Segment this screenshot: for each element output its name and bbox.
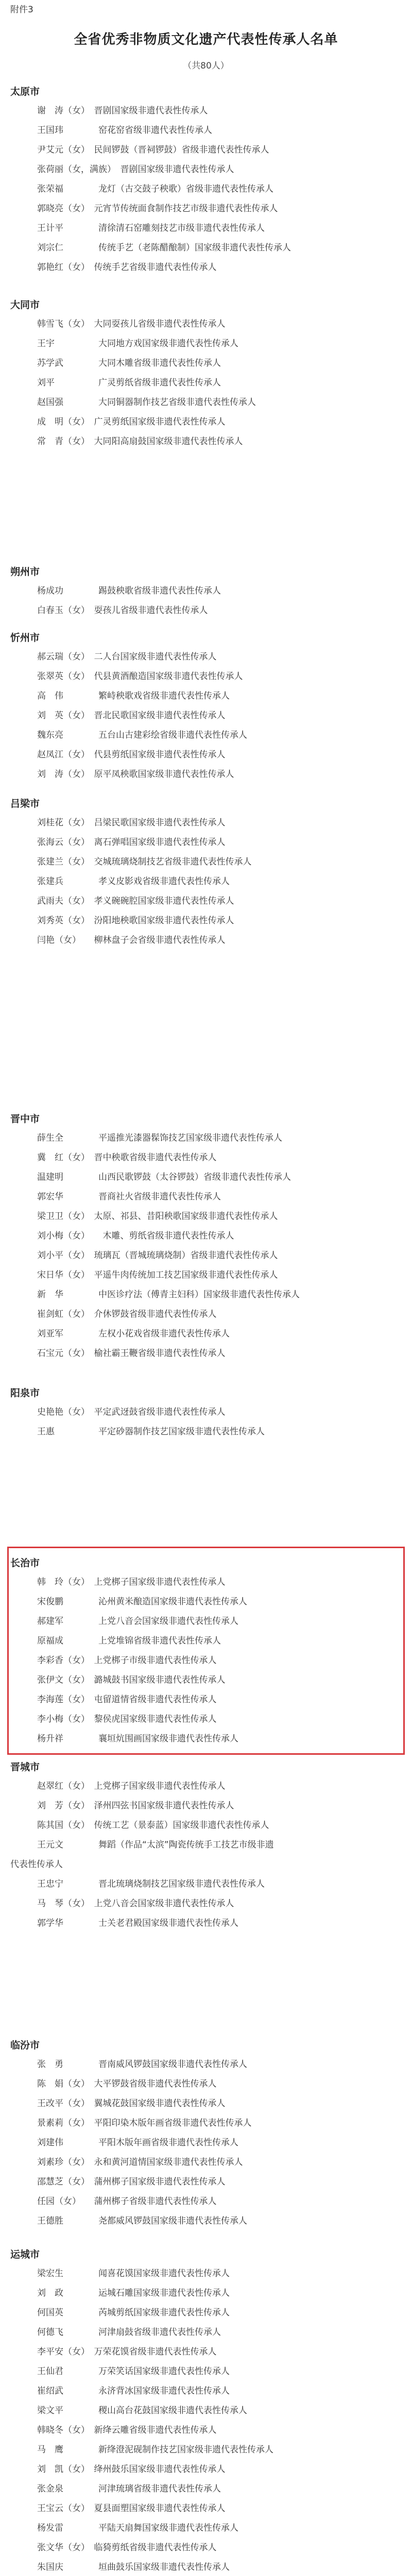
city-heading: 忻州市 [10,632,40,643]
inheritor-entry: 尹艾元（女） 民间锣鼓（晋祠锣鼓）省级非遗代表性传承人 [37,145,269,155]
inheritor-entry: 刘 凯（女） 绛州鼓乐国家级非遗代表性传承人 [37,2464,226,2475]
inheritor-entry: 张翠英（女） 代县黄酒酿造国家级非遗代表性传承人 [37,671,243,682]
inheritor-entry: 白春玉（女） 耍孩儿省级非遗代表性传承人 [37,605,208,616]
inheritor-entry: 代表性传承人 [10,1859,63,1870]
inheritor-entry: 李海莲（女） 屯留道情省级非遗代表性传承人 [37,1694,217,1705]
inheritor-entry: 韩雪飞（女） 大同耍孩儿省级非遗代表性传承人 [37,319,226,329]
city-heading: 朔州市 [10,566,40,578]
inheritor-entry: 郭艳红（女） 传统手艺省级非遗代表性传承人 [37,262,217,273]
inheritor-entry: 薛生全 平遥推光漆器髹饰技艺国家级非遗代表性传承人 [37,1133,282,1143]
inheritor-entry: 朱国庆 垣曲鼓乐国家级非遗代表性传承人 [37,2562,230,2572]
inheritor-entry: 魏东亮 五台山古建彩绘省级非遗代表性传承人 [37,730,247,740]
inheritor-entry: 郭学华 士关老君殿国家级非遗代表性传承人 [37,1918,238,1928]
inheritor-entry: 赵国强 大同铜器制作技艺省级非遗代表性传承人 [37,397,256,408]
inheritor-entry: 刘小平（女） 琉璃瓦（晋城琉璃烧制）省级非遗代表性传承人 [37,1250,278,1261]
inheritor-entry: 张荣福 龙灯（古交鼓子秧歌）省级非遗代表性传承人 [37,184,273,194]
inheritor-entry: 刘桂花（女） 吕梁民歌国家级非遗代表性传承人 [37,818,226,828]
city-section [10,629,402,784]
city-section [10,2245,402,2576]
inheritor-entry: 马 鹰 新绛澄泥砚制作技艺国家级非遗代表性传承人 [37,2445,273,2455]
inheritor-entry: 王国玮 窑花窑省级非遗代表性传承人 [37,125,212,135]
inheritor-entry: 苏学武 大同木雕省级非遗代表性传承人 [37,358,221,368]
inheritor-entry: 宋日华（女） 平遥牛肉传统加工技艺国家级非遗代表性传承人 [37,1270,278,1280]
attachment-label: 附件3 [10,5,33,15]
inheritor-entry: 闫艳（女） 柳林盘子会省级非遗代表性传承人 [37,935,226,945]
inheritor-entry: 张文华（女） 临猗剪纸省级非遗代表性传承人 [37,2543,217,2553]
inheritor-entry: 郭宏华 晋商社火省级非遗代表性传承人 [37,1192,221,1202]
inheritor-entry: 温建明 山西民歌锣鼓（太谷锣鼓）省级非遗代表性传承人 [37,1172,291,1182]
city-heading: 运城市 [10,2249,40,2260]
inheritor-entry: 刘 芳（女） 泽州四弦书国家级非遗代表性传承人 [37,1801,234,1811]
city-heading: 太原市 [10,86,40,97]
inheritor-entry: 郝云瑞（女） 二人台国家级非遗代表性传承人 [37,652,217,662]
inheritor-entry: 任园（女） 蒲州梆子省级非遗代表性传承人 [37,2196,217,2207]
city-section [10,1384,402,1442]
inheritor-entry: 李彩香（女） 上党梆子市级非遗代表性传承人 [37,1655,217,1666]
inheritor-entry: 冀 红（女） 晋中秧歌省级非遗代表性传承人 [37,1153,217,1163]
inheritor-entry: 宋俊鹏 沁州黄米酿造国家级非遗代表性传承人 [37,1597,247,1607]
inheritor-entry: 新 华 中医诊疗法（傅青主妇科）国家级非遗代表性传承人 [37,1290,300,1300]
inheritor-entry: 韩晓冬（女） 新绛云雕省级非遗代表性传承人 [37,2425,217,2435]
inheritor-entry: 邵慧芝（女） 蒲州梆子国家级非遗代表性传承人 [37,2177,226,2187]
inheritor-entry: 郝建军 上党八音会国家级非遗代表性传承人 [37,1616,238,1626]
inheritor-entry: 王计平 清徐清石窑雕刻技艺市级非遗代表性传承人 [37,223,265,233]
inheritor-entry: 梁卫卫（女） 太原、祁县、昔阳秧歌国家级非遗代表性传承人 [37,1211,278,1222]
city-section [10,2036,402,2231]
city-heading: 大同市 [10,299,40,311]
inheritor-entry: 王惠 平定砂器制作技艺国家级非遗代表性传承人 [37,1427,265,1437]
city-heading: 吕梁市 [10,798,40,809]
inheritor-entry: 何国英 芮城剪纸国家级非遗代表性传承人 [37,2308,230,2318]
inheritor-entry: 王德胜 尧都威风锣鼓国家级非遗代表性传承人 [37,2216,247,2226]
inheritor-entry: 刘平 广灵剪纸省级非遗代表性传承人 [37,378,221,388]
city-heading: 长治市 [10,1557,40,1569]
city-section [10,1758,402,1933]
inheritor-entry: 张荷丽（女，满族） 晋剧国家级非遗代表性传承人 [37,164,234,175]
inheritor-entry: 景素莉（女） 平阳印染木版年画省级非遗代表性传承人 [37,2118,252,2128]
inheritor-entry: 赵凤江（女） 代县剪纸国家级非遗代表性传承人 [37,750,226,760]
city-section [10,1554,402,1749]
inheritor-entry: 王宝云（女） 夏县面塑国家级非遗代表性传承人 [37,2503,226,2514]
inheritor-entry: 刘 英（女） 晋北民歌国家级非遗代表性传承人 [37,710,226,721]
inheritor-entry: 张金泉 河津琉璃省级非遗代表性传承人 [37,2484,221,2494]
inheritor-entry: 刘 政 运城石雕国家级非遗代表性传承人 [37,2288,230,2298]
inheritor-entry: 李平安（女） 万荣花馍省级非遗代表性传承人 [37,2347,217,2357]
inheritor-entry: 马 琴（女） 上党八音会国家级非遗代表性传承人 [37,1899,234,1909]
inheritor-entry: 赵翠红（女） 上党梆子国家级非遗代表性传承人 [37,1781,226,1791]
inheritor-entry: 刘宗仁 传统手艺（老陈醋酿制）国家级非遗代表性传承人 [37,243,291,253]
inheritor-entry: 张建兰（女） 交城琉璃烧制技艺省级非遗代表性传承人 [37,857,252,867]
inheritor-entry: 崔剑虹（女） 介休锣鼓省级非遗代表性传承人 [37,1309,217,1319]
inheritor-entry: 张 勇 晋南威风锣鼓国家级非遗代表性传承人 [37,2059,247,2070]
city-section [10,82,402,277]
inheritor-entry: 李小梅（女） 黎侯虎国家级非遗代表性传承人 [37,1714,217,1724]
inheritor-entry: 张海云（女） 离石弹唱国家级非遗代表性传承人 [37,837,226,848]
inheritor-entry: 杨成功 踢鼓秧歌省级非遗代表性传承人 [37,586,221,596]
inheritor-entry: 陈其国（女） 传统工艺（景泰蓝）国家级非遗代表性传承人 [37,1820,269,1831]
inheritor-entry: 张建兵 孝义皮影戏省级非遗代表性传承人 [37,876,230,887]
inheritor-entry: 王宇 大同地方戏国家级非遗代表性传承人 [37,338,238,349]
inheritor-entry: 杨升祥 襄垣炕围画国家级非遗代表性传承人 [37,1734,238,1744]
inheritor-entry: 王忠宁 晋北琉璃烧制技艺国家级非遗代表性传承人 [37,1879,265,1889]
document-count: （共80人） [183,61,229,71]
inheritor-entry: 韩 玲（女） 上党梆子国家级非遗代表性传承人 [37,1577,226,1587]
inheritor-entry: 王元文 舞蹈（作品“太滨”陶瓷传统手工技艺市级非遗 [37,1840,274,1850]
inheritor-entry: 刘建伟 平阳木版年画省级非遗代表性传承人 [37,2138,238,2148]
inheritor-entry: 高 伟 繁峙秧歌戏省级非遗代表性传承人 [37,691,230,701]
inheritor-entry: 杨发雷 平陆天扇舞国家级非遗代表性传承人 [37,2523,238,2533]
city-heading: 晋中市 [10,1113,40,1125]
inheritor-entry: 陈 娟（女） 大平锣鼓省级非遗代表性传承人 [37,2079,217,2089]
inheritor-entry: 王仙君 万荣笑话国家级非遗代表性传承人 [37,2366,230,2377]
inheritor-entry: 梁宏生 闻喜花馍国家级非遗代表性传承人 [37,2268,230,2279]
inheritor-entry: 史艳艳（女） 平定武迓鼓省级非遗代表性传承人 [37,1407,226,1417]
inheritor-entry: 刘秀英（女） 汾阳地秧歌国家级非遗代表性传承人 [37,916,234,926]
city-heading: 晋城市 [10,1761,40,1773]
inheritor-entry: 刘 涛（女） 原平凤秧歌国家级非遗代表性传承人 [37,769,234,779]
inheritor-entry: 王改平（女） 翼城花鼓国家级非遗代表性传承人 [37,2098,226,2109]
inheritor-entry: 崔绍武 永济背冰国家级非遗代表性传承人 [37,2386,230,2396]
inheritor-entry: 刘亚军 左权小花戏省级非遗代表性传承人 [37,1329,230,1339]
inheritor-entry: 原福成 上党堆锦省级非遗代表性传承人 [37,1636,221,1646]
city-heading: 阳泉市 [10,1387,40,1399]
document-title: 全省优秀非物质文化遗产代表性传承人名单 [74,32,338,47]
inheritor-entry: 石宝元（女） 榆社霸王鞭省级非遗代表性传承人 [37,1348,226,1359]
city-section [10,296,402,451]
inheritor-entry: 常 青（女） 大同阳高扇鼓国家级非遗代表性传承人 [37,436,243,447]
inheritor-entry: 武雨夫（女） 孝义碗碗腔国家级非遗代表性传承人 [37,896,234,906]
inheritor-entry: 成 明（女） 广灵剪纸国家级非遗代表性传承人 [37,417,226,427]
inheritor-entry: 梁文平 稷山高台花鼓国家级非遗代表性传承人 [37,2405,247,2416]
inheritor-entry: 何德飞 河津扇鼓省级非遗代表性传承人 [37,2327,221,2337]
inheritor-entry: 郭晓亮（女） 元宵节传统面食制作技艺市级非遗代表性传承人 [37,204,278,214]
city-section [10,563,402,620]
inheritor-entry: 张伊文（女） 潞城鼓书国家级非遗代表性传承人 [37,1675,226,1685]
city-section [10,1110,402,1363]
inheritor-entry: 谢 涛（女） 晋剧国家级非遗代表性传承人 [37,106,208,116]
city-heading: 临汾市 [10,2040,40,2051]
city-section [10,794,402,950]
inheritor-entry: 刘素珍（女） 永和黄河道情国家级非遗代表性传承人 [37,2157,243,2167]
inheritor-entry: 刘小梅（女） 木雕、剪纸省级非遗代表性传承人 [37,1231,234,1241]
